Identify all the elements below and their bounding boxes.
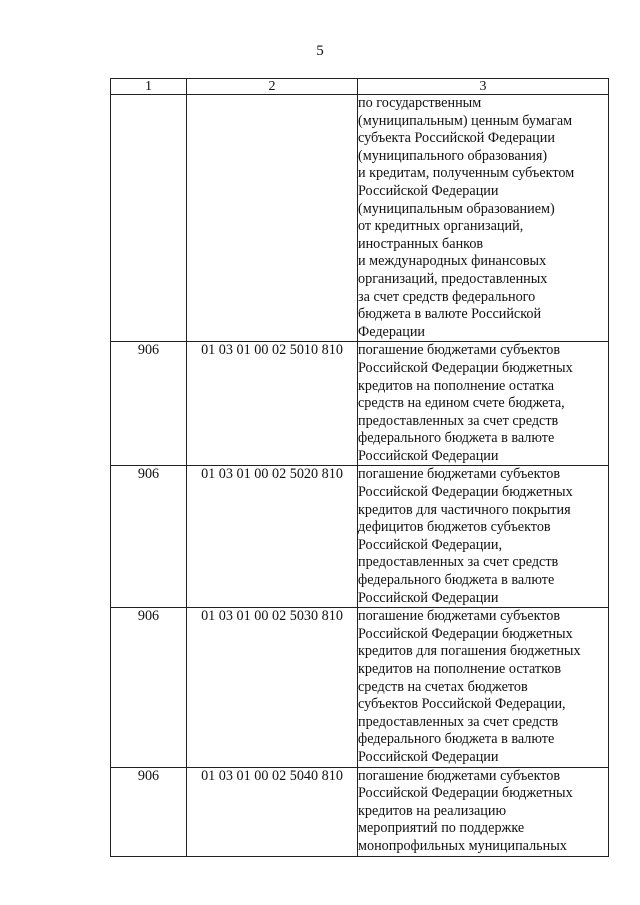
description-line: и международных финансовых — [358, 253, 547, 270]
description-line: Российской Федерации бюджетных — [358, 359, 573, 376]
description-line: федерального бюджета в валюте — [358, 430, 555, 447]
description-line: Российской Федерации бюджетных — [358, 785, 573, 802]
description-line: бюджета в валюте Российской — [358, 306, 542, 323]
header-col-3: 3 — [358, 79, 609, 95]
description-line: (муниципального образования) — [358, 147, 548, 164]
budget-classification-code-cell: 01 03 01 00 02 5030 810 — [187, 608, 358, 767]
source-description-cell — [358, 95, 609, 342]
source-description-cell — [358, 466, 609, 608]
page-number: 5 — [316, 43, 324, 59]
budget-classification-code-cell: 01 03 01 00 02 5020 810 — [187, 466, 358, 608]
description-line: Российской Федерации бюджетных — [358, 625, 573, 642]
description-line: предоставленных за счет средств — [358, 554, 559, 571]
source-description-cell — [358, 342, 609, 466]
description-line: Федерации — [358, 323, 426, 340]
description-line: Российской Федерации бюджетных — [358, 484, 573, 501]
description-line: федерального бюджета в валюте — [358, 731, 555, 748]
description-line: иностранных банков — [358, 235, 484, 252]
admin-code-cell — [111, 95, 187, 342]
description-line: федерального бюджета в валюте — [358, 572, 555, 589]
description-line: средств на едином счете бюджета, — [358, 395, 565, 412]
description-line: Российской Федерации, — [358, 536, 503, 553]
table-row — [111, 342, 609, 466]
source-description-cell — [358, 767, 609, 856]
description-line: кредитов для частичного покрытия — [358, 501, 571, 518]
description-line: по государственным — [358, 95, 482, 111]
description-line: за счет средств федерального — [358, 288, 536, 305]
budget-classification-code-cell — [187, 95, 358, 342]
description-line: погашение бюджетами субъектов — [358, 767, 561, 784]
table-row — [111, 608, 609, 767]
header-col-2: 2 — [187, 79, 358, 95]
description-line: кредитов на реализацию — [358, 802, 507, 819]
description-line: кредитов на пополнение остатка — [358, 377, 555, 394]
table-row — [111, 767, 609, 856]
budget-classification-code-cell: 01 03 01 00 02 5040 810 — [187, 767, 358, 856]
budget-classification-code-cell: 01 03 01 00 02 5010 810 — [187, 342, 358, 466]
description-line: монопрофильных муниципальных — [358, 837, 567, 854]
description-line: мероприятий по поддержке — [358, 820, 525, 837]
description-line: кредитов для погашения бюджетных — [358, 643, 581, 660]
description-line: и кредитам, полученным субъектом — [358, 165, 575, 182]
description-line: (муниципальным образованием) — [358, 200, 555, 217]
table-row — [111, 466, 609, 608]
table-body — [111, 95, 609, 857]
table-header-row — [111, 79, 609, 95]
description-line: Российской Федерации — [358, 748, 499, 765]
description-line: организаций, предоставленных — [358, 270, 548, 287]
description-line: кредитов на пополнение остатков — [358, 661, 562, 677]
header-col-1: 1 — [111, 79, 187, 95]
description-line: субъекта Российской Федерации — [358, 130, 555, 147]
description-line: погашение бюджетами субъектов — [358, 342, 561, 359]
table-row — [111, 95, 609, 342]
source-description-cell — [358, 608, 609, 767]
description-line: Российской Федерации — [358, 182, 499, 199]
description-line: предоставленных за счет средств — [358, 412, 559, 429]
description-line: предоставленных за счет средств — [358, 713, 559, 730]
description-line: (муниципальным) ценным бумагам — [358, 112, 573, 129]
description-line: от кредитных организаций, — [358, 218, 524, 235]
description-line: субъектов Российской Федерации, — [358, 696, 566, 713]
description-line: Российской Федерации — [358, 589, 499, 606]
admin-code-cell: 906 — [111, 767, 187, 856]
description-line: Российской Федерации — [358, 447, 499, 464]
admin-code-cell: 906 — [111, 466, 187, 608]
description-line: погашение бюджетами субъектов — [358, 608, 561, 625]
admin-code-cell: 906 — [111, 342, 187, 466]
budget-codes-table — [110, 78, 609, 857]
description-line: средств на счетах бюджетов — [358, 678, 528, 695]
description-line: дефицитов бюджетов субъектов — [358, 519, 551, 536]
description-line: погашение бюджетами субъектов — [358, 466, 561, 483]
admin-code-cell: 906 — [111, 608, 187, 767]
